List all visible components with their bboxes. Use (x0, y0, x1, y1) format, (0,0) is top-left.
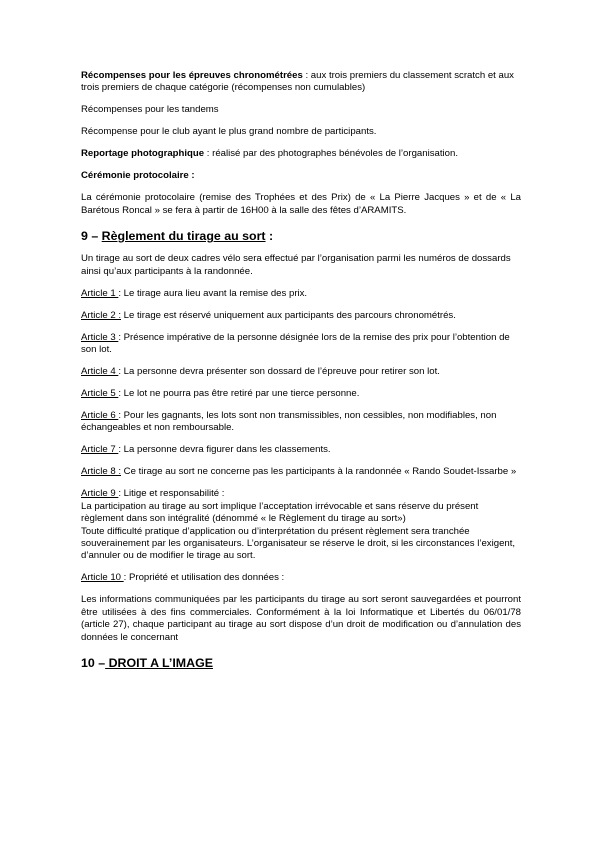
article-6 (81, 410, 521, 435)
chrono-rewards-label: Récompenses pour les épreuves chronométrées (81, 70, 303, 81)
article-10-paragraph: Les informations communiquées par les participants du tirage au sort seront sauvegardées et pourront être utilisées à des fins commerciales. Conformément à la loi Informatique et Libertés du 06/01/78 (article 27), chaque participant au tirage au sort dispose d’un droit de modification ou d’annulation des données le concernant (81, 594, 521, 643)
article-text: : Litige et responsabilité : (118, 488, 225, 500)
section-10-heading (81, 656, 521, 671)
article-label: Article 6 (81, 410, 119, 422)
article-5 (81, 388, 521, 400)
article-label: Article 1 (81, 287, 119, 299)
photo-report-label: Reportage photographique (81, 148, 205, 160)
ceremony-paragraph: La cérémonie protocolaire (remise des Trophées et des Prix) de « La Pierre Jacques » et de « La Barétous Roncal » se fera à partir de 16H00 à la salle des fêtes d’ARAMITS. (81, 192, 521, 216)
article-9-paragraph-1: La participation au tirage au sort implique l’acceptation irrévocable et sans réserve du présent règlement dans son intégralité (dénommé « le Règlement du tirage au sort») (81, 500, 479, 525)
article-4 (81, 366, 521, 378)
document-body (81, 70, 521, 680)
article-10-heading (81, 572, 521, 584)
tandem-rewards-paragraph: Récompenses pour les tandems (81, 104, 219, 116)
article-1 (81, 288, 521, 300)
article-text: : Propriété et utilisation des données : (123, 572, 285, 584)
section-9-suffix: : (265, 229, 274, 244)
article-label: Article 7 (81, 444, 119, 456)
club-reward-paragraph: Récompense pour le club ayant le plus grand nombre de participants. (81, 126, 377, 138)
article-label: Article 8 : (81, 466, 121, 478)
article-3 (81, 332, 521, 357)
ceremony-heading-text: Cérémonie protocolaire : (81, 170, 195, 182)
article-text: : La personne devra présenter son dossard de l’épreuve pour retirer son lot. (118, 366, 440, 378)
ceremony-heading (81, 170, 521, 182)
article-9-heading (81, 488, 521, 500)
article-label: Article 3 (81, 331, 119, 343)
article-text: : La personne devra figurer dans les classements. (118, 444, 331, 456)
article-8 (81, 466, 521, 478)
chrono-rewards-text: : aux trois premiers du classement scratch et aux trois premiers de chaque catégorie (récompenses non cumulables) (81, 70, 514, 94)
article-9-paragraph-2: Toute difficulté pratique d’application ou d’interprétation du présent règlement sera tranchée souverainement par les organisateurs. L’organisateur se réserve le droit, si les circonstances l’exigent, d’annuler ou de modifier le tirage au sort. (81, 525, 516, 562)
article-text: : Présence impérative de la personne désignée lors de la remise des prix pour l’obtention de son lot. (81, 331, 510, 356)
photo-report-text: : réalisé par des photographes bénévoles de l’organisation. (204, 148, 458, 160)
section-9-heading (81, 229, 521, 244)
article-label: Article 2 : (81, 309, 121, 321)
article-label: Article 10 (81, 572, 124, 584)
article-text: : Pour les gagnants, les lots sont non transmissibles, non cessibles, non modifiables, non échangeables et non remboursable. (81, 410, 497, 434)
article-label: Article 9 (81, 488, 119, 500)
section-10-title: DROIT A L’IMAGE (105, 656, 213, 671)
chrono-rewards-paragraph (81, 70, 521, 95)
photo-report-paragraph (81, 148, 521, 160)
article-text: Ce tirage au sort ne concerne pas les participants à la randonnée « Rando Soudet-Issarbe » (121, 466, 517, 478)
article-label: Article 5 (81, 388, 119, 400)
article-7 (81, 444, 521, 456)
article-2 (81, 310, 521, 322)
article-text: : Le tirage aura lieu avant la remise des prix. (118, 287, 308, 299)
draw-intro-paragraph: Un tirage au sort de deux cadres vélo sera effectué par l’organisation parmi les numéros de dossards ainsi qu’aux participants à la randonnée. (81, 253, 511, 277)
article-text: Le tirage est réservé uniquement aux participants des parcours chronométrés. (121, 309, 456, 321)
section-10-number: 10 – (81, 656, 106, 671)
section-9-number: 9 – (81, 229, 102, 244)
article-text: : Le lot ne pourra pas être retiré par une tierce personne. (118, 388, 360, 400)
section-9-title: Règlement du tirage au sort (101, 229, 266, 244)
article-label: Article 4 (81, 366, 119, 378)
